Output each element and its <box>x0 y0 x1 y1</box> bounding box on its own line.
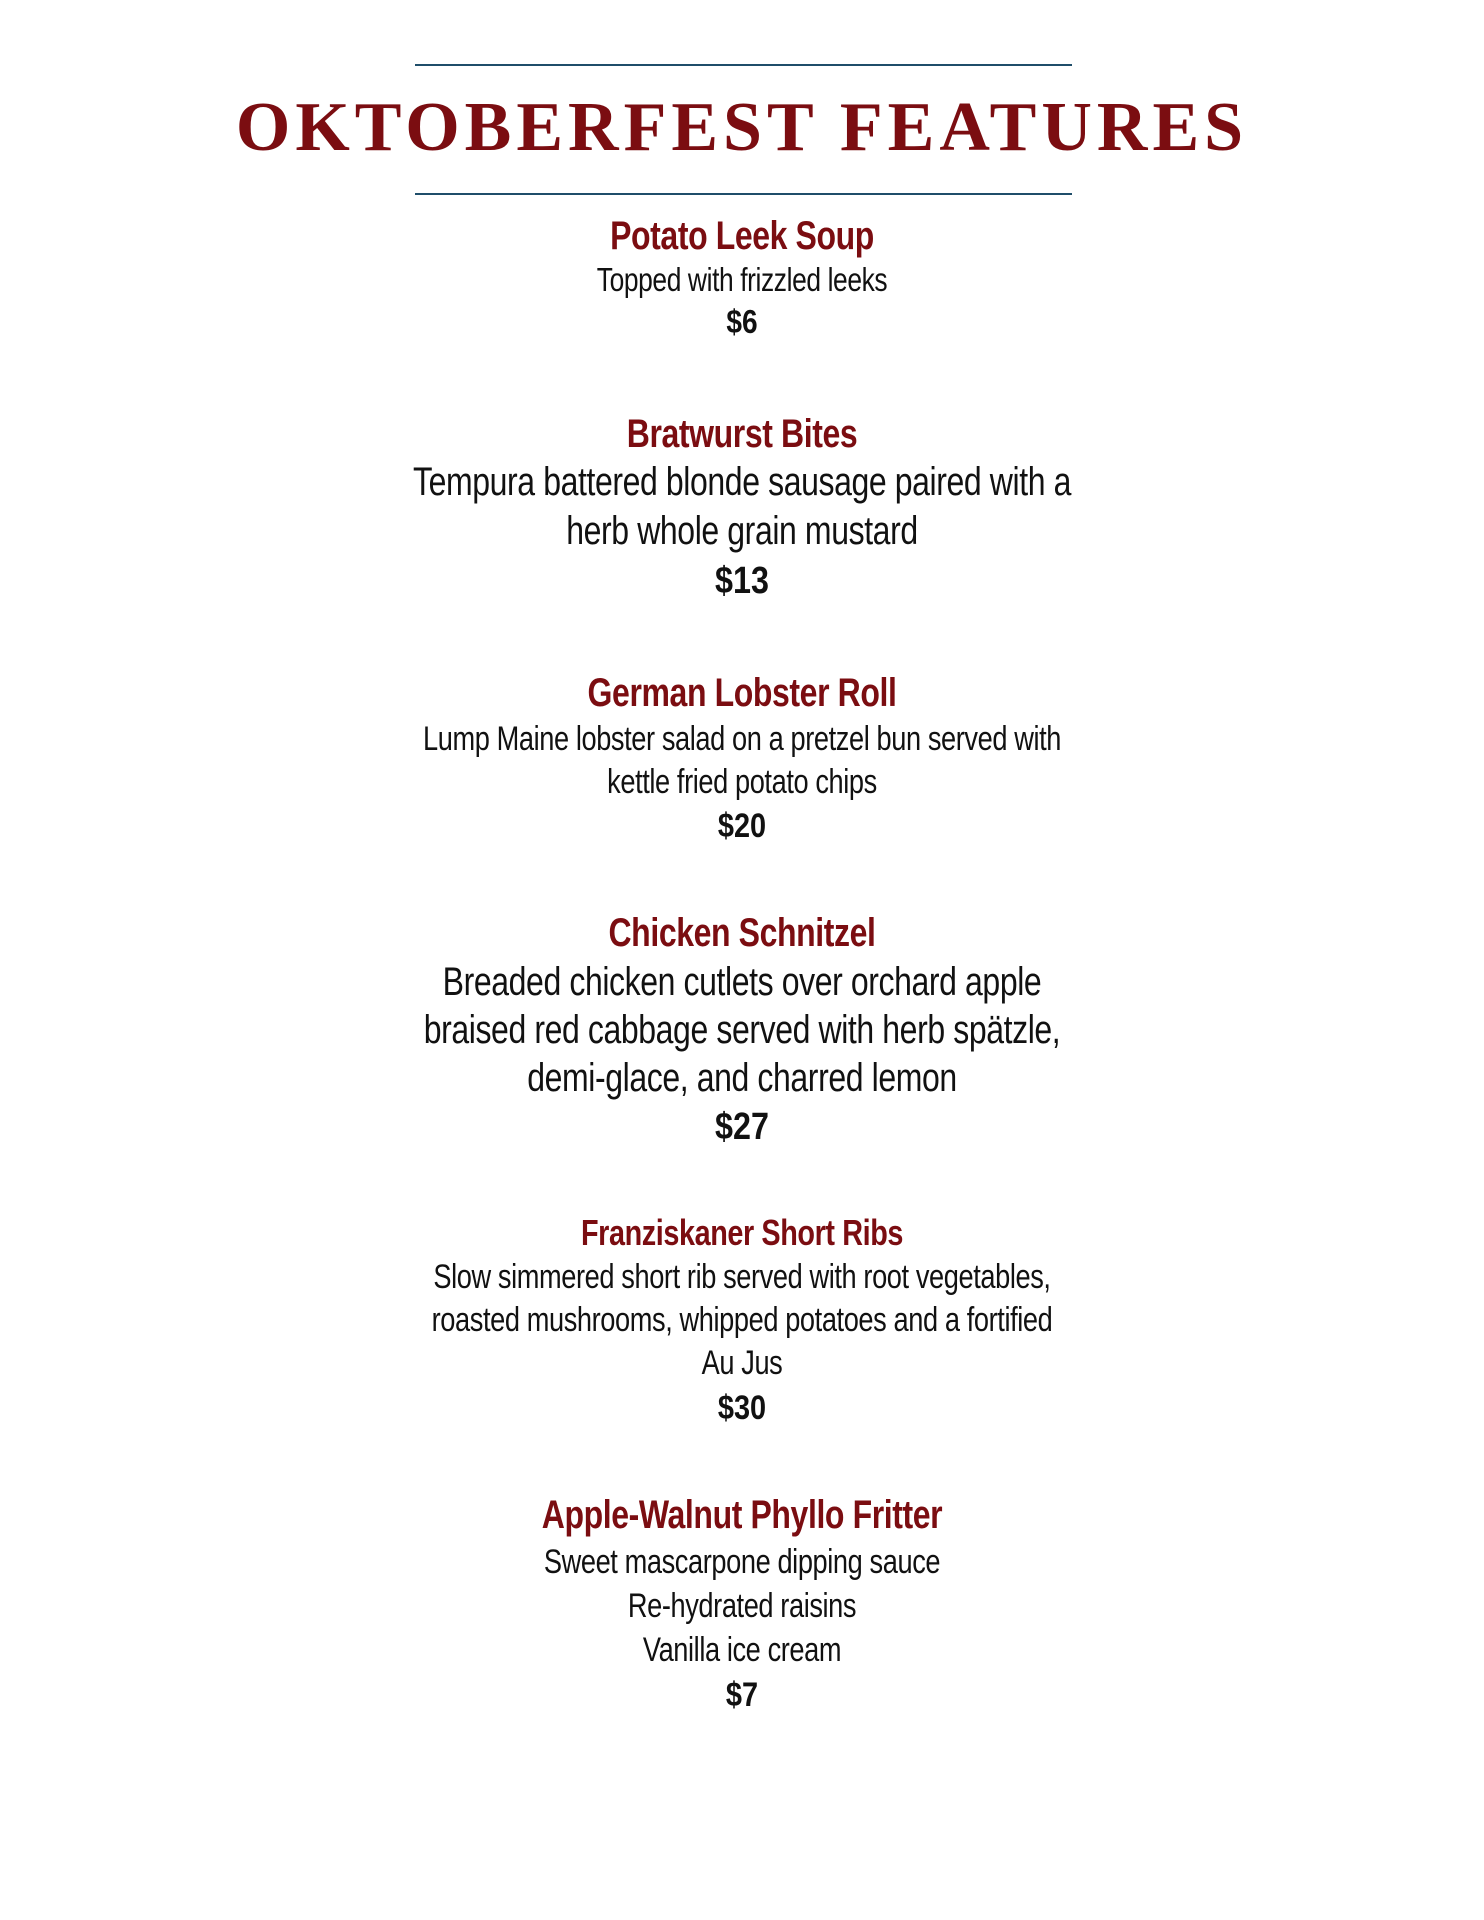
title-top-rule <box>415 64 1072 66</box>
description-line: Breaded chicken cutlets over orchard apple <box>442 960 1042 1004</box>
menu-item-price: $30 <box>717 1389 767 1427</box>
description-line: Vanilla ice cream <box>642 1631 842 1669</box>
menu-item-price: $7 <box>725 1676 759 1714</box>
description-line: Slow simmered short rib served with root vegetables, <box>433 1258 1051 1296</box>
menu-item-description <box>382 1256 1102 1385</box>
menu-item-price: $6 <box>726 303 758 340</box>
menu-item-name: Chicken Schnitzel <box>608 911 876 955</box>
description-line: Lump Maine lobster salad on a pretzel bun served with <box>422 720 1062 758</box>
description-line: demi-glace, and charred lemon <box>527 1056 957 1100</box>
description-line: roasted mushrooms, whipped potatoes and a fortified <box>431 1301 1053 1339</box>
description-line: Sweet mascarpone dipping sauce <box>543 1543 941 1581</box>
menu-item-german-lobster-roll <box>292 668 1192 848</box>
menu-item-apple-walnut-phyllo-fritter <box>292 1490 1192 1718</box>
menu-item-name: Franziskaner Short Ribs <box>580 1212 904 1253</box>
menu-item-price: $27 <box>715 1106 769 1148</box>
menu-item-name: Apple-Walnut Phyllo Fritter <box>541 1493 943 1537</box>
menu-item-description <box>382 458 1102 556</box>
menu-item-description <box>382 1540 1102 1672</box>
menu-item-bratwurst-bites <box>292 410 1192 606</box>
menu-item-chicken-schnitzel <box>292 908 1192 1152</box>
menu-item-description <box>382 260 1102 300</box>
description-line: herb whole grain mustard <box>566 509 918 553</box>
description-line: braised red cabbage served with herb spätzle, <box>423 1008 1061 1052</box>
menu-item-potato-leek-soup <box>292 212 1192 344</box>
menu-item-description <box>382 718 1102 804</box>
description-line: Tempura battered blonde sausage paired with a <box>413 460 1071 504</box>
menu-item-franziskaner-short-ribs <box>292 1210 1192 1431</box>
description-line: Re-hydrated raisins <box>627 1587 857 1625</box>
menu-item-price: $13 <box>715 560 769 602</box>
description-line: kettle fried potato chips <box>607 763 877 801</box>
menu-item-name: German Lobster Roll <box>587 671 897 715</box>
menu-item-name: Bratwurst Bites <box>626 412 858 456</box>
description-line: Topped with frizzled leeks <box>596 261 888 298</box>
menu-item-price: $20 <box>717 807 767 845</box>
title-bottom-rule <box>415 193 1072 195</box>
menu-item-name: Potato Leek Soup <box>610 214 874 258</box>
description-line: Au Jus <box>701 1344 783 1382</box>
menu-item-description <box>382 958 1102 1102</box>
menu-title: OKTOBERFEST FEATURES <box>235 89 1249 166</box>
